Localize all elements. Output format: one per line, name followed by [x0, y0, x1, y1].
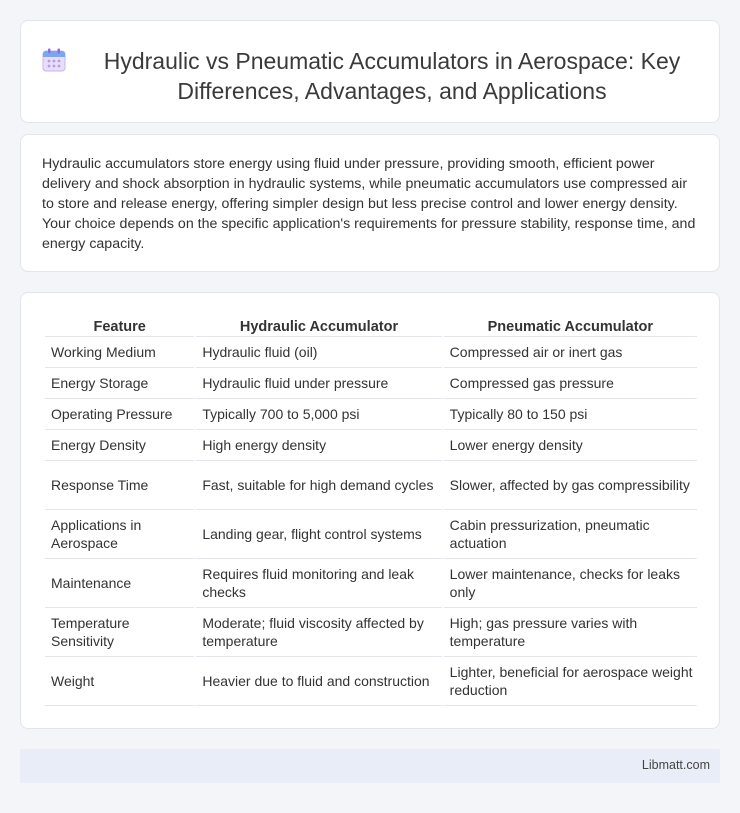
hydraulic-cell: Hydraulic fluid (oil) [196, 337, 441, 368]
footer [20, 749, 720, 783]
feature-cell: Energy Storage [45, 368, 194, 399]
header-hydraulic: Hydraulic Accumulator [196, 315, 441, 337]
table-row [45, 368, 697, 399]
table-row [45, 559, 697, 608]
table-row [45, 510, 697, 559]
pneumatic-cell: Slower, affected by gas compressibility [444, 461, 697, 510]
pneumatic-cell: Lower energy density [444, 430, 697, 461]
table-row [45, 337, 697, 368]
hydraulic-cell: Fast, suitable for high demand cycles [196, 461, 441, 510]
hydraulic-cell: Heavier due to fluid and construction [196, 657, 441, 706]
title-card [20, 20, 720, 123]
table-row [45, 430, 697, 461]
feature-cell: Response Time [45, 461, 194, 510]
table-row [45, 461, 697, 510]
hydraulic-cell: Landing gear, flight control systems [196, 510, 441, 559]
header-pneumatic: Pneumatic Accumulator [444, 315, 697, 337]
pneumatic-cell: Cabin pressurization, pneumatic actuation [444, 510, 697, 559]
pneumatic-cell: Compressed air or inert gas [444, 337, 697, 368]
pneumatic-cell: High; gas pressure varies with temperature [444, 608, 697, 657]
feature-cell: Operating Pressure [45, 399, 194, 430]
feature-cell: Temperature Sensitivity [45, 608, 194, 657]
hydraulic-cell: Moderate; fluid viscosity affected by temperature [196, 608, 441, 657]
hydraulic-cell: Hydraulic fluid under pressure [196, 368, 441, 399]
comparison-table-card [20, 292, 720, 729]
feature-cell: Energy Density [45, 430, 194, 461]
table-header-row [45, 315, 697, 337]
feature-cell: Applications in Aerospace [45, 510, 194, 559]
pneumatic-cell: Lower maintenance, checks for leaks only [444, 559, 697, 608]
table-row [45, 399, 697, 430]
feature-cell: Maintenance [45, 559, 194, 608]
footer-site-link[interactable]: Libmatt.com [641, 758, 710, 772]
title-wrap [21, 21, 719, 106]
hydraulic-cell: Requires fluid monitoring and leak checks [196, 559, 441, 608]
calendar-icon [41, 47, 67, 73]
comparison-table [43, 315, 699, 706]
pneumatic-cell: Compressed gas pressure [444, 368, 697, 399]
summary-text: Hydraulic accumulators store energy using fluid under pressure, providing smooth, efficient power delivery and shock absorption in hydraulic systems, while pneumatic accumulators use compressed air to store and release energy, offering simpler design but less precise control and lower energy density. Your choice depends on the specific application's requirements for pressure stability, response time, and energy capacity. [42, 156, 696, 252]
feature-cell: Working Medium [45, 337, 194, 368]
table-row [45, 608, 697, 657]
header-feature: Feature [45, 315, 194, 337]
table-row [45, 657, 697, 706]
summary-card [20, 134, 720, 272]
page-title: Hydraulic vs Pneumatic Accumulators in Aerospace: Key Differences, Advantages, and Applications [103, 48, 681, 104]
pneumatic-cell: Typically 80 to 150 psi [444, 399, 697, 430]
pneumatic-cell: Lighter, beneficial for aerospace weight reduction [444, 657, 697, 706]
hydraulic-cell: Typically 700 to 5,000 psi [196, 399, 441, 430]
feature-cell: Weight [45, 657, 194, 706]
hydraulic-cell: High energy density [196, 430, 441, 461]
